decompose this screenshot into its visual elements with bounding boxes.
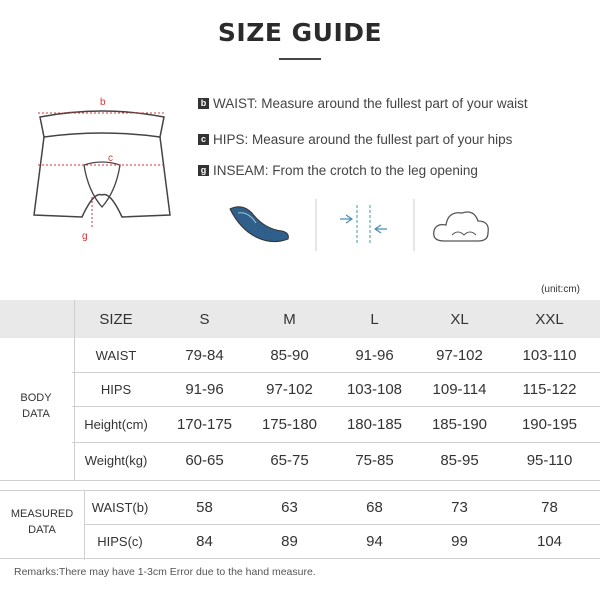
- cell: 73: [451, 498, 468, 516]
- cell: 65-75: [270, 451, 309, 469]
- legend-inseam: [198, 163, 578, 178]
- cell: 190-195: [521, 415, 578, 433]
- cell: 103-108: [346, 380, 403, 398]
- cell: 95-110: [526, 451, 573, 469]
- cell: 180-185: [346, 415, 403, 433]
- row-label: Height(cm): [84, 416, 148, 432]
- legend-waist-text: WAIST: Measure around the fullest part of your waist: [213, 96, 528, 111]
- cell: 58: [196, 498, 213, 516]
- table-row: [0, 490, 600, 524]
- breathable-cloud-icon: [434, 212, 489, 241]
- feature-icons: [212, 195, 512, 255]
- table-row: [0, 442, 600, 478]
- cell: 85-90: [270, 346, 309, 364]
- legend-waist: [198, 96, 578, 111]
- table-row: [0, 524, 600, 558]
- label-c: c: [108, 153, 113, 164]
- section-divider: [0, 558, 600, 559]
- cell: 104: [536, 532, 563, 550]
- cell: 75-85: [355, 451, 394, 469]
- cell: 84: [196, 532, 213, 550]
- cell: 103-110: [522, 346, 577, 364]
- measured-data-label: MEASURED DATA: [10, 508, 74, 536]
- cell: 115-122: [522, 380, 577, 398]
- page-title: SIZE GUIDE: [217, 18, 383, 47]
- header-s: S: [199, 310, 210, 328]
- cell: 89: [281, 532, 298, 550]
- cell: 68: [366, 498, 383, 516]
- row-label: HIPS(c): [97, 533, 143, 549]
- header-m: M: [283, 310, 296, 328]
- cell: 60-65: [185, 451, 224, 469]
- legend-hips-text: HIPS: Measure around the fullest part of your hips: [213, 132, 513, 147]
- cell: 85-95: [440, 451, 479, 469]
- table-row: [0, 406, 600, 442]
- section-divider: [0, 480, 600, 481]
- cell: 175-180: [261, 415, 318, 433]
- cell: 170-175: [176, 415, 233, 433]
- row-label: WAIST(b): [91, 499, 149, 515]
- cell: 97-102: [436, 346, 483, 364]
- cell: 99: [451, 532, 468, 550]
- cell: 91-96: [355, 346, 394, 364]
- table-row: [0, 372, 600, 406]
- cell: 79-84: [185, 346, 224, 364]
- cell: 94: [366, 532, 383, 550]
- body-data-label: BODY DATA: [20, 392, 52, 420]
- cell: 185-190: [431, 415, 488, 433]
- cell: 97-102: [266, 380, 313, 398]
- stretch-fabric-icon: [340, 205, 387, 245]
- header-xxl: XXL: [535, 310, 564, 328]
- legend-inseam-text: INSEAM: From the crotch to the leg opening: [213, 163, 478, 178]
- padded-chamois-icon: [230, 207, 288, 242]
- legend-hips: [198, 132, 578, 147]
- label-b: b: [100, 97, 106, 108]
- table-header-row: [0, 300, 600, 338]
- table-row: [0, 338, 600, 372]
- shorts-diagram: [22, 95, 182, 245]
- title-underline: [279, 58, 321, 60]
- key-c: c: [198, 134, 209, 145]
- cell: 78: [541, 498, 558, 516]
- row-label: WAIST: [95, 347, 137, 363]
- row-label: Weight(kg): [84, 452, 148, 468]
- row-label: HIPS: [100, 381, 132, 397]
- header-xl: XL: [450, 310, 469, 328]
- cell: 91-96: [185, 380, 224, 398]
- cell: 109-114: [432, 380, 487, 398]
- label-g: g: [82, 231, 88, 242]
- unit-label: (unit:cm): [541, 284, 580, 295]
- cell: 63: [281, 498, 298, 516]
- key-g: g: [198, 165, 209, 176]
- header-l: L: [370, 310, 379, 328]
- key-b: b: [198, 98, 209, 109]
- remarks-text: Remarks:There may have 1-3cm Error due to the hand measure.: [14, 566, 316, 578]
- header-size: SIZE: [99, 310, 133, 328]
